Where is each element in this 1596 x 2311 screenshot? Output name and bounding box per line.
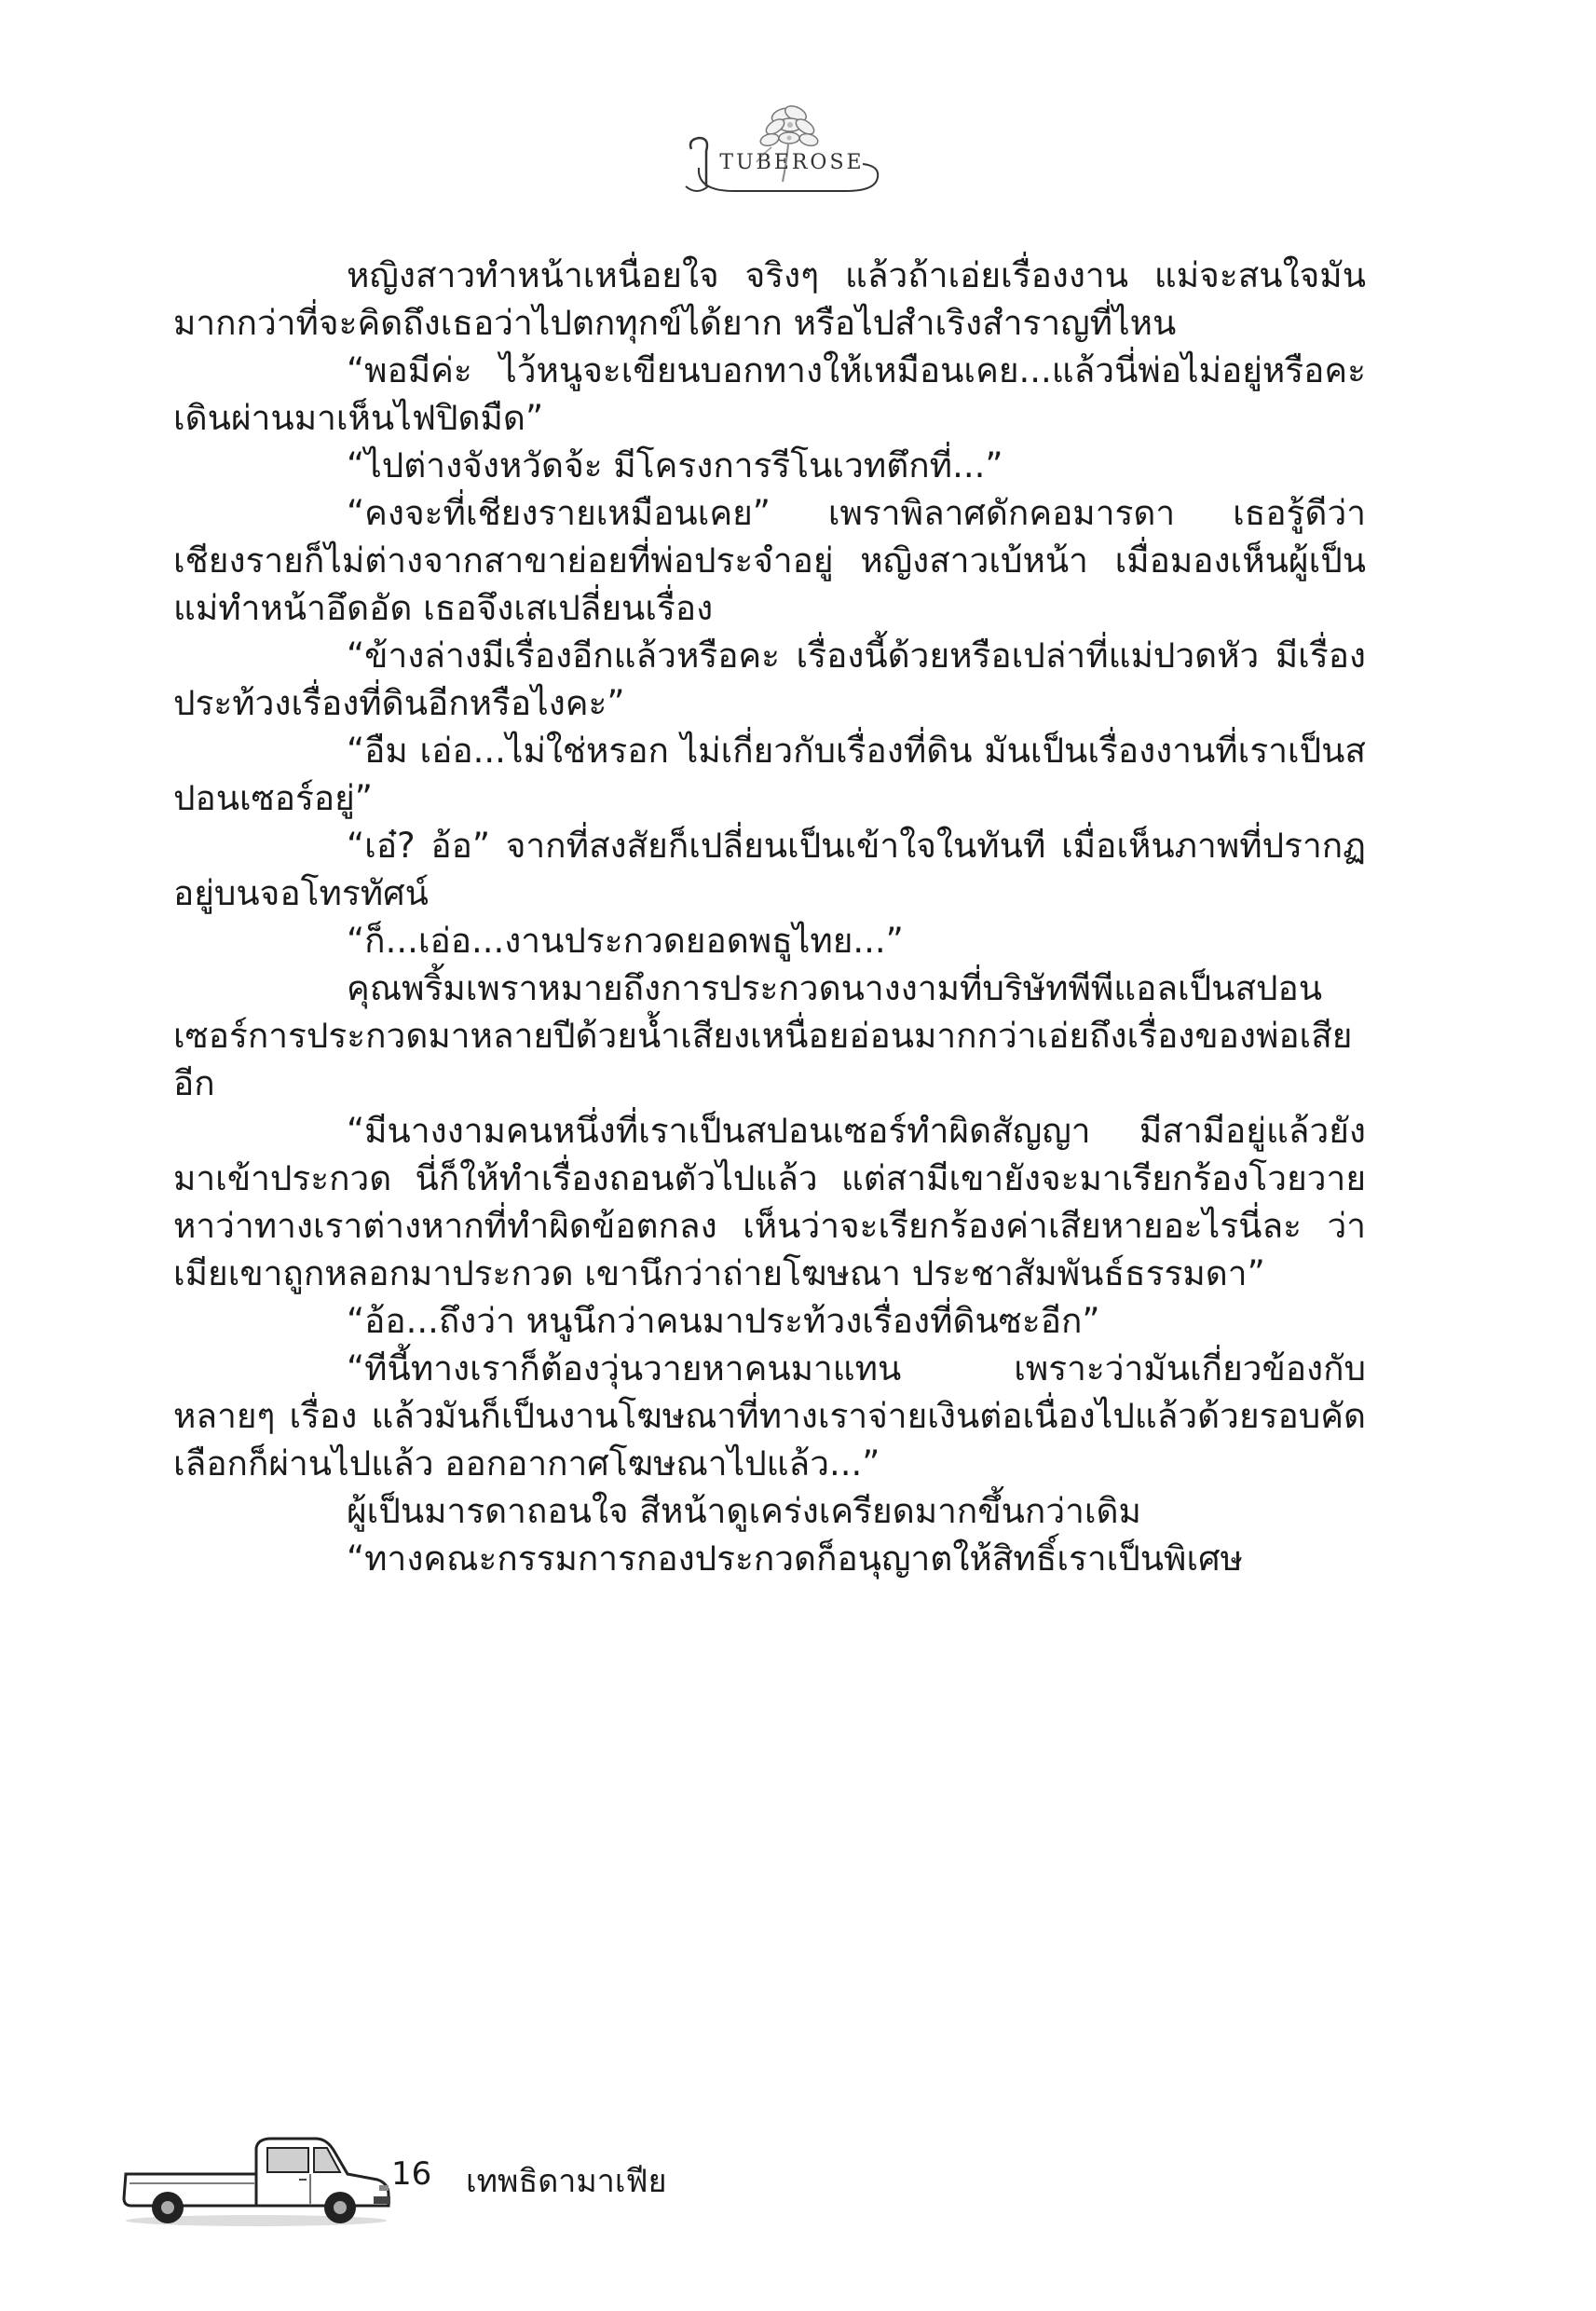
paragraph: “เอ๋? อ้อ” จากที่สงสัยก็เปลี่ยนเป็นเข้าใจในทันที เมื่อเห็นภาพที่ปรากฏอยู่บนจอโทรทัศน์ [173, 826, 1366, 913]
paragraph: “ไปต่างจังหวัดจ้ะ มีโครงการรีโนเวทตึกที่...” [347, 445, 1003, 485]
paragraph: “คงจะที่เชียงรายเหมือนเคย” เพราพิลาศดักคอมารดา เธอรู้ดีว่าเชียงรายก็ไม่ต่างจากสาขาย่อยที่พ่อประจำอยู่ หญิงสาวเบ้หน้า เมื่อมองเห็นผู้เป็นแม่ทำหน้าอึดอัด เธอจึงเสเปลี่ยนเรื่อง [173, 493, 1366, 628]
paragraph: “อืม เอ่อ...ไม่ใช่หรอก ไม่เกี่ยวกับเรื่องที่ดิน มันเป็นเรื่องงานที่เราเป็นสปอนเซอร์อยู่” [173, 731, 1366, 818]
paragraph: “ทางคณะกรรมการกองประกวดก็อนุญาตให้สิทธิ์เราเป็นพิเศษ [347, 1538, 1243, 1579]
page-number: 16 [391, 2155, 432, 2193]
book-title: เทพธิดามาเฟีย [466, 2163, 667, 2200]
paragraph: “พอมีค่ะ ไว้หนูจะเขียนบอกทางให้เหมือนเคย...แล้วนี่พ่อไม่อยู่หรือคะ เดินผ่านมาเห็นไฟปิดมืด” [173, 350, 1366, 438]
pickup-truck-icon [116, 2120, 396, 2232]
paragraph: ผู้เป็นมารดาถอนใจ สีหน้าดูเคร่งเครียดมากขึ้นกว่าเดิม [347, 1491, 1141, 1531]
page-footer [116, 2120, 955, 2232]
paragraph: คุณพริ้มเพราหมายถึงการประกวดนางงามที่บริษัทพีพีแอลเป็นสปอนเซอร์การประกวดมาหลายปีด้วยน้ำเสียงเหนื่อยอ่อนมากกว่าเอ่ยถึงเรื่องของพ่อเสียอีก [173, 968, 1353, 1103]
flower-icon [678, 93, 893, 205]
story-body [173, 252, 1366, 1582]
paragraph: “อ้อ...ถึงว่า หนูนึกว่าคนมาประท้วงเรื่องที่ดินซะอีก” [347, 1301, 1100, 1341]
paragraph: “ข้างล่างมีเรื่องอีกแล้วหรือคะ เรื่องนี้ด้วยหรือเปล่าที่แม่ปวดหัว มีเรื่องประท้วงเรื่องที่ดินอีกหรือไงคะ” [173, 636, 1366, 723]
tuberose-logo [678, 93, 893, 205]
paragraph: “ทีนี้ทางเราก็ต้องวุ่นวายหาคนมาแทน เพราะว่ามันเกี่ยวข้องกับหลายๆ เรื่อง แล้วมันก็เป็นงานโฆษณาที่ทางเราจ่ายเงินต่อเนื่องไปแล้วด้วยรอบคัดเลือกก็ผ่านไปแล้ว ออกอากาศโฆษณาไปแล้ว...” [173, 1348, 1366, 1484]
paragraph: “มีนางงามคนหนึ่งที่เราเป็นสปอนเซอร์ทำผิดสัญญา มีสามีอยู่แล้วยังมาเข้าประกวด นี่ก็ให้ทำเรื่องถอนตัวไปแล้ว แต่สามีเขายังจะมาเรียกร้องโวยวาย หาว่าทางเราต่างหากที่ทำผิดข้อตกลง เห็นว่าจะเรียกร้องค่าเสียหายอะไรนี่ละ ว่าเมียเขาถูกหลอกมาประกวด เขานึกว่าถ่ายโฆษณา ประชาสัมพันธ์ธรรมดา” [173, 1111, 1366, 1293]
paragraph: “ก็...เอ่อ...งานประกวดยอดพธูไทย...” [347, 921, 904, 961]
paragraph: หญิงสาวทำหน้าเหนื่อยใจ จริงๆ แล้วถ้าเอ่ยเรื่องงาน แม่จะสนใจมันมากกว่าที่จะคิดถึงเธอว่าไปตกทุกข์ได้ยาก หรือไปสำเริงสำราญที่ไหน [173, 255, 1366, 343]
logo-text: TUBEROSE [719, 151, 865, 174]
